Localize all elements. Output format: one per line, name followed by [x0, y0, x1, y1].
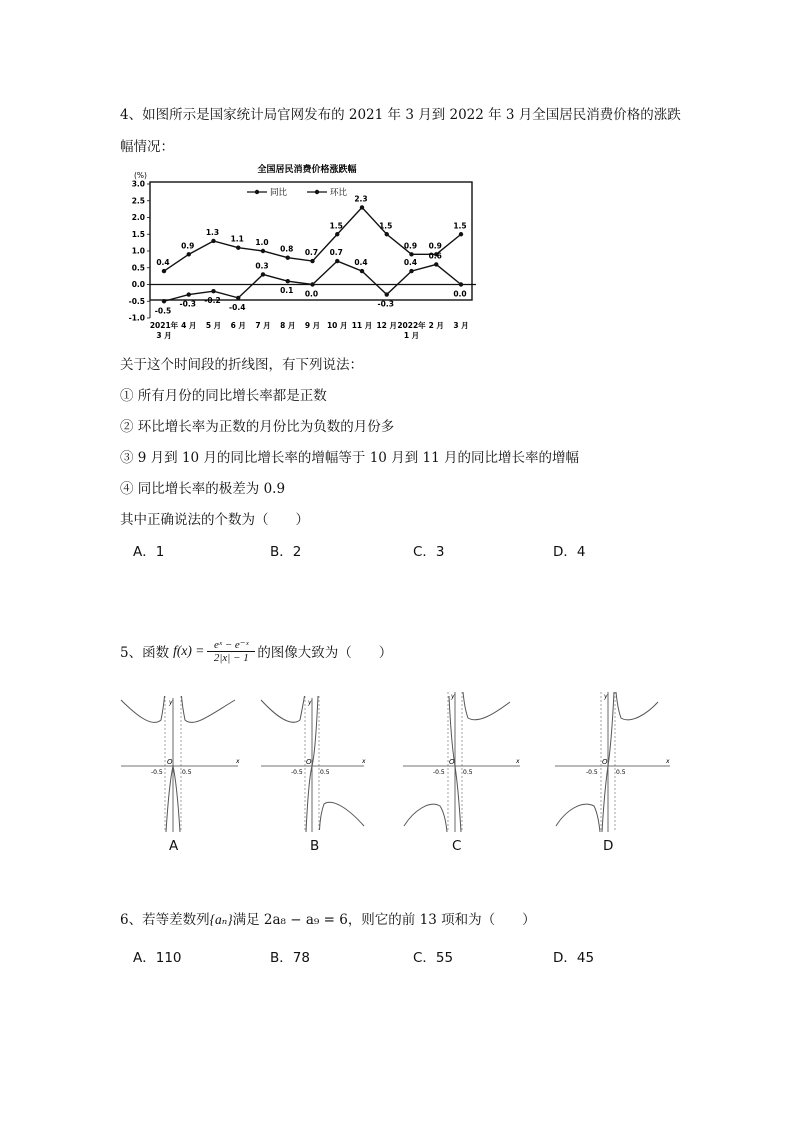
pos-half-label: 0.5 — [616, 769, 626, 776]
q4-option-c[interactable]: C．3 — [413, 544, 445, 560]
tongbi-data-label: 0.4 — [156, 258, 170, 268]
q5-numerator: eˣ − e⁻ˣ — [213, 639, 249, 651]
neg-half-label: -0.5 — [586, 769, 598, 776]
y-tick-label: 1.0 — [131, 246, 145, 256]
q5-denominator: 2|x| − 1 — [213, 652, 249, 664]
tongbi-point — [459, 232, 463, 236]
curve-right — [616, 692, 658, 720]
neg-half-label: -0.5 — [291, 769, 303, 776]
curve-left — [556, 804, 600, 832]
curve-right — [182, 696, 236, 722]
tongbi-point — [385, 232, 389, 236]
curve-left — [404, 804, 447, 832]
q6-suffix: ，则它的前 13 项和为（ ） — [347, 912, 536, 928]
tongbi-point — [310, 259, 314, 263]
huanbi-data-label: 0.1 — [280, 286, 294, 296]
q6-stem — [120, 908, 536, 928]
x-tick-label: 7 月 — [255, 321, 271, 330]
x-tick-label: 5 月 — [205, 321, 222, 330]
x-tick-label: 9 月 — [304, 321, 321, 330]
x-tick-label: 10 月 — [326, 321, 348, 330]
tongbi-point — [211, 239, 215, 243]
q4-question: 其中正确说法的个数为（ ） — [120, 512, 309, 528]
x-tick-sublabel: 1 月 — [403, 331, 420, 340]
x-label: x — [666, 758, 670, 765]
x-label: x — [236, 758, 240, 765]
q5-prefix: 5、函数 — [120, 645, 170, 661]
tongbi-data-label: 1.5 — [453, 221, 467, 231]
x-tick-label: 2022年 — [397, 321, 426, 330]
x-tick-label: 12 月 — [376, 321, 398, 330]
x-tick-label: 6 月 — [230, 321, 246, 330]
huanbi-point — [434, 262, 438, 266]
huanbi-data-label: -0.2 — [204, 296, 221, 306]
legend-huanbi-label: 环比 — [330, 188, 348, 198]
chart-frame — [150, 182, 472, 300]
q4-stem-line2: 幅情况： — [120, 139, 174, 155]
q4-stem-line1: 4、如图所示是国家统计局官网发布的 2021 年 3 月到 2022 年 3 月全国居民消费价格的涨跌 — [120, 107, 681, 123]
q5-choice-c-label[interactable]: C — [452, 838, 462, 854]
origin-label: O — [306, 758, 312, 766]
q6-option-a[interactable]: A．110 — [133, 950, 182, 966]
q6-option-d[interactable]: D．45 — [553, 950, 595, 966]
pos-half-label: 0.5 — [320, 769, 330, 776]
huanbi-point — [360, 269, 364, 273]
huanbi-point — [211, 289, 215, 293]
tongbi-data-label: 1.3 — [205, 227, 220, 237]
y-tick-label: 3.0 — [131, 179, 145, 189]
pos-half-label: 0.5 — [463, 769, 473, 776]
huanbi-point — [409, 269, 413, 273]
huanbi-point — [335, 259, 339, 263]
neg-half-label: -0.5 — [151, 769, 163, 776]
q4-statement-3: ③ 9 月到 10 月的同比增长率的增幅等于 10 月到 11 月的同比增长率的增幅 — [120, 450, 579, 466]
huanbi-point — [261, 272, 265, 276]
tongbi-point — [409, 252, 413, 256]
legend-huanbi-marker — [315, 190, 319, 194]
curve-left — [261, 696, 305, 722]
q6-prefix: 6、若等差数列 — [120, 912, 210, 928]
tongbi-data-label: 2.3 — [354, 194, 368, 204]
huanbi-data-label: -0.3 — [179, 299, 196, 309]
q4-statement-4: ④ 同比增长率的极差为 0.9 — [120, 481, 286, 497]
curve-right — [320, 802, 365, 830]
huanbi-data-label: -0.5 — [154, 306, 172, 316]
huanbi-point — [187, 292, 191, 296]
q5-graph-a[interactable] — [118, 690, 244, 834]
y-tick-label: 1.5 — [131, 229, 145, 239]
huanbi-data-label: 0.0 — [453, 289, 467, 299]
y-label: y — [451, 693, 455, 700]
huanbi-data-label: 0.3 — [255, 261, 269, 271]
tongbi-data-label: 0.8 — [280, 244, 294, 254]
x-label: x — [516, 758, 520, 765]
tongbi-point — [360, 205, 364, 209]
y-tick-label: -0.5 — [128, 296, 145, 306]
x-tick-label: 8 月 — [280, 321, 296, 330]
huanbi-data-label: 0.4 — [354, 258, 368, 268]
origin-label: O — [449, 758, 455, 766]
huanbi-data-label: 0.4 — [403, 258, 418, 268]
huanbi-point — [236, 296, 240, 300]
x-tick-label: 3 月 — [453, 321, 469, 330]
q4-option-d[interactable]: D．4 — [553, 544, 586, 560]
y-axis-unit: (%) — [134, 171, 147, 180]
huanbi-point — [162, 299, 166, 303]
chart-title: 全国居民消费价格涨跌幅 — [257, 165, 357, 175]
x-tick-label: 2021年 — [149, 321, 179, 330]
q5-choice-a-label[interactable]: A — [169, 838, 179, 854]
q5-graph-b[interactable] — [258, 690, 370, 834]
curve-left — [121, 696, 165, 722]
cpi-line-chart — [112, 160, 482, 342]
legend-tongbi-marker — [255, 190, 259, 194]
tongbi-data-label: 1.1 — [230, 234, 244, 244]
q6-option-c[interactable]: C．55 — [413, 950, 454, 966]
tongbi-point — [286, 256, 290, 260]
tongbi-point — [335, 232, 339, 236]
pos-half-label: 0.5 — [182, 769, 192, 776]
q5-choice-b-label[interactable]: B — [310, 838, 320, 854]
origin-label: O — [167, 758, 173, 766]
q6-condition: 满足 2a₈ − a₉ = 6 — [232, 912, 348, 928]
y-tick-label: 0.5 — [131, 263, 145, 273]
x-tick-label: 2 月 — [428, 321, 444, 330]
tongbi-data-label: 0.7 — [304, 248, 319, 258]
y-tick-label: 2.5 — [131, 196, 145, 206]
q6-option-b[interactable]: B．78 — [270, 950, 310, 966]
huanbi-point — [286, 279, 290, 283]
x-tick-label: 11 月 — [351, 321, 373, 330]
tongbi-point — [261, 249, 265, 253]
q5-choice-d-label[interactable]: D — [603, 838, 614, 854]
q4-option-a[interactable]: A．1 — [133, 544, 165, 560]
huanbi-data-label: 0.6 — [428, 251, 442, 261]
y-label: y — [169, 699, 173, 706]
tongbi-data-label: 1.0 — [255, 238, 269, 247]
huanbi-data-label: 0.7 — [329, 248, 343, 258]
q5-fraction — [207, 638, 255, 664]
legend — [247, 187, 348, 198]
huanbi-point — [310, 282, 314, 286]
tongbi-data-label: 0.9 — [181, 241, 195, 251]
huanbi-data-label: -0.3 — [377, 299, 394, 309]
tongbi-data-label: 0.9 — [403, 241, 418, 251]
neg-half-label: -0.5 — [433, 769, 445, 776]
y-label: y — [604, 693, 608, 700]
x-label: x — [362, 758, 366, 765]
y-tick-label: 0.0 — [131, 280, 145, 290]
huanbi-point — [459, 282, 463, 286]
huanbi-data-label: 0.0 — [304, 289, 319, 299]
q6-sequence: {aₙ} — [209, 912, 233, 927]
origin-label: O — [602, 758, 608, 766]
legend-tongbi-label: 同比 — [270, 188, 288, 198]
tongbi-point — [162, 269, 166, 273]
tongbi-point — [236, 245, 240, 249]
y-tick-label: -1.0 — [128, 313, 145, 323]
q4-option-b[interactable]: B．2 — [270, 544, 302, 560]
q4-statement-2: ② 环比增长率为正数的月份比为负数的月份多 — [120, 419, 395, 435]
q5-stem — [120, 638, 392, 664]
q4-intro: 关于这个时间段的折线图，有下列说法： — [120, 357, 363, 373]
q5-graph-d[interactable] — [552, 688, 674, 834]
huanbi-point — [385, 292, 389, 296]
tongbi-point — [187, 252, 191, 256]
tongbi-data-label: 1.5 — [329, 221, 343, 231]
tongbi-data-label: 0.9 — [428, 241, 442, 251]
y-tick-label: 2.0 — [131, 213, 145, 223]
x-tick-label: 4 月 — [181, 321, 197, 330]
q5-graph-c[interactable] — [400, 688, 524, 834]
tongbi-data-label: 1.5 — [379, 221, 393, 231]
q4-statement-1: ① 所有月份的同比增长率都是正数 — [120, 388, 327, 404]
q5-suffix: 的图像大致为（ ） — [257, 645, 393, 661]
huanbi-data-label: -0.4 — [229, 302, 246, 312]
y-label: y — [308, 699, 312, 706]
curve-right — [463, 692, 510, 720]
x-tick-sublabel: 3 月 — [156, 331, 172, 340]
q5-function-lhs: f(x) = — [173, 643, 205, 658]
